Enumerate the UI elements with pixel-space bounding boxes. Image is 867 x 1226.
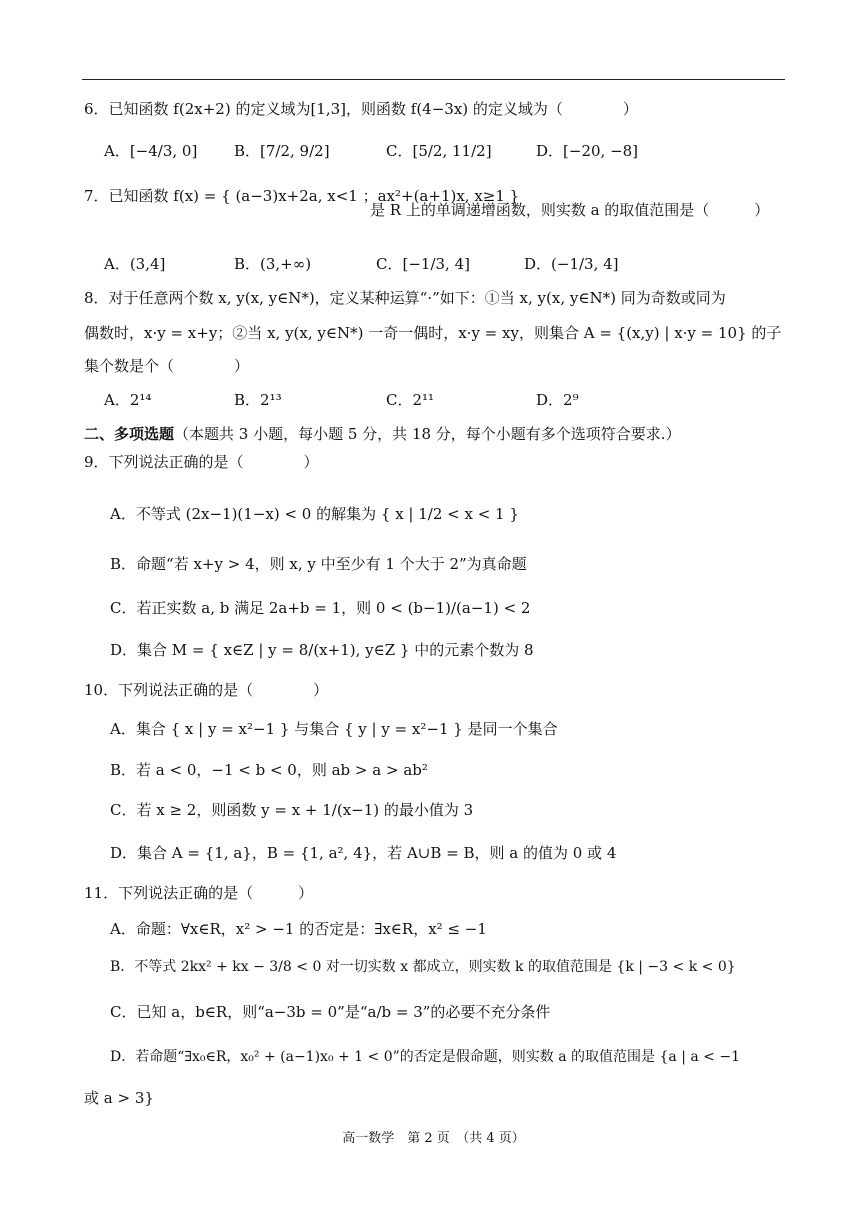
section-2-heading xyxy=(84,424,681,444)
q7-option-c: C．[−1/3, 4] xyxy=(376,255,470,273)
q8-option-c: C．2¹¹ xyxy=(386,391,435,409)
q11-option-a: A．命题：∀x∈R，x² > −1 的否定是：∃x∈R，x² ≤ −1 xyxy=(110,920,487,938)
q9-option-c: C．若正实数 a, b 满足 2a+b = 1，则 0 < (b−1)/(a−1) < 2 xyxy=(110,599,531,617)
q11-option-d-line-1: D．若命题“∃x₀∈R，x₀² + (a−1)x₀ + 1 < 0”的否定是假命题，则实数 a 的取值范围是 {a | a < −1 xyxy=(110,1049,740,1065)
question-8-line-1: 8．对于任意两个数 x, y(x, y∈N*)，定义某种运算“·”如下：①当 x, y(x, y∈N*) 同为奇数或同为 xyxy=(84,289,726,307)
q9-option-a: A．不等式 (2x−1)(1−x) < 0 的解集为 { x | 1/2 < x < 1 } xyxy=(110,505,519,523)
q11-option-c: C．已知 a，b∈R，则“a−3b = 0”是“a/b = 3”的必要不充分条件 xyxy=(110,1003,551,1021)
section-2-note: （本题共 3 小题，每小题 5 分，共 18 分，每个小题有多个选项符合要求.） xyxy=(174,425,681,443)
q6-option-a: A．[−4/3, 0] xyxy=(104,142,198,160)
q8-option-d: D．2⁹ xyxy=(536,391,579,409)
q6-option-c: C．[5/2, 11/2] xyxy=(386,142,492,160)
q10-option-a: A．集合 { x | y = x²−1 } 与集合 { y | y = x²−1 } 是同一个集合 xyxy=(110,720,558,738)
top-rule xyxy=(82,79,785,80)
q9-option-b: B．命题“若 x+y > 4，则 x, y 中至少有 1 个大于 2”为真命题 xyxy=(110,555,527,573)
question-7-stem-b: 是 R 上的单调递增函数，则实数 a 的取值范围是（ ） xyxy=(370,201,770,219)
question-8-line-2: 偶数时，x·y = x+y；②当 x, y(x, y∈N*) 一奇一偶时，x·y = xy，则集合 A = {(x,y) | x·y = 10} 的子 xyxy=(84,324,782,342)
page-footer: 高一数学 第 2 页 （共 4 页） xyxy=(342,1131,525,1146)
question-8-line-3: 集个数是个（ ） xyxy=(84,357,250,375)
question-6-stem: 6．已知函数 f(2x+2) 的定义域为[1,3]，则函数 f(4−3x) 的定义域为（ ） xyxy=(84,100,638,118)
question-11-stem: 11．下列说法正确的是（ ） xyxy=(84,884,314,902)
q11-option-d-line-2: 或 a > 3} xyxy=(84,1089,154,1107)
q7-option-d: D．(−1/3, 4] xyxy=(524,255,619,273)
question-7-stem-a: 7．已知函数 f(x) = { (a−3)x+2a, x<1 ；ax²+(a+1)x, x≥1 } xyxy=(84,187,520,205)
q11-option-b: B．不等式 2kx² + kx − 3/8 < 0 对一切实数 x 都成立，则实数 k 的取值范围是 {k | −3 < k < 0} xyxy=(110,959,736,975)
question-10-stem: 10．下列说法正确的是（ ） xyxy=(84,681,329,699)
q10-option-b: B．若 a < 0，−1 < b < 0，则 ab > a > ab² xyxy=(110,761,428,779)
q9-option-d: D．集合 M = { x∈Z | y = 8/(x+1), y∈Z } 中的元素个数为 8 xyxy=(110,641,534,659)
q7-option-b: B．(3,+∞) xyxy=(234,255,312,273)
section-2-title: 二、多项选题 xyxy=(84,425,175,443)
q10-option-d: D．集合 A = {1, a}，B = {1, a², 4}，若 A∪B = B，则 a 的值为 0 或 4 xyxy=(110,844,617,862)
q6-option-d: D．[−20, −8] xyxy=(536,142,639,160)
q10-option-c: C．若 x ≥ 2，则函数 y = x + 1/(x−1) 的最小值为 3 xyxy=(110,801,474,819)
q6-option-b: B．[7/2, 9/2] xyxy=(234,142,330,160)
q8-option-b: B．2¹³ xyxy=(234,391,282,409)
q8-option-a: A．2¹⁴ xyxy=(104,391,152,409)
q7-option-a: A．(3,4] xyxy=(104,255,166,273)
question-9-stem: 9．下列说法正确的是（ ） xyxy=(84,453,319,471)
